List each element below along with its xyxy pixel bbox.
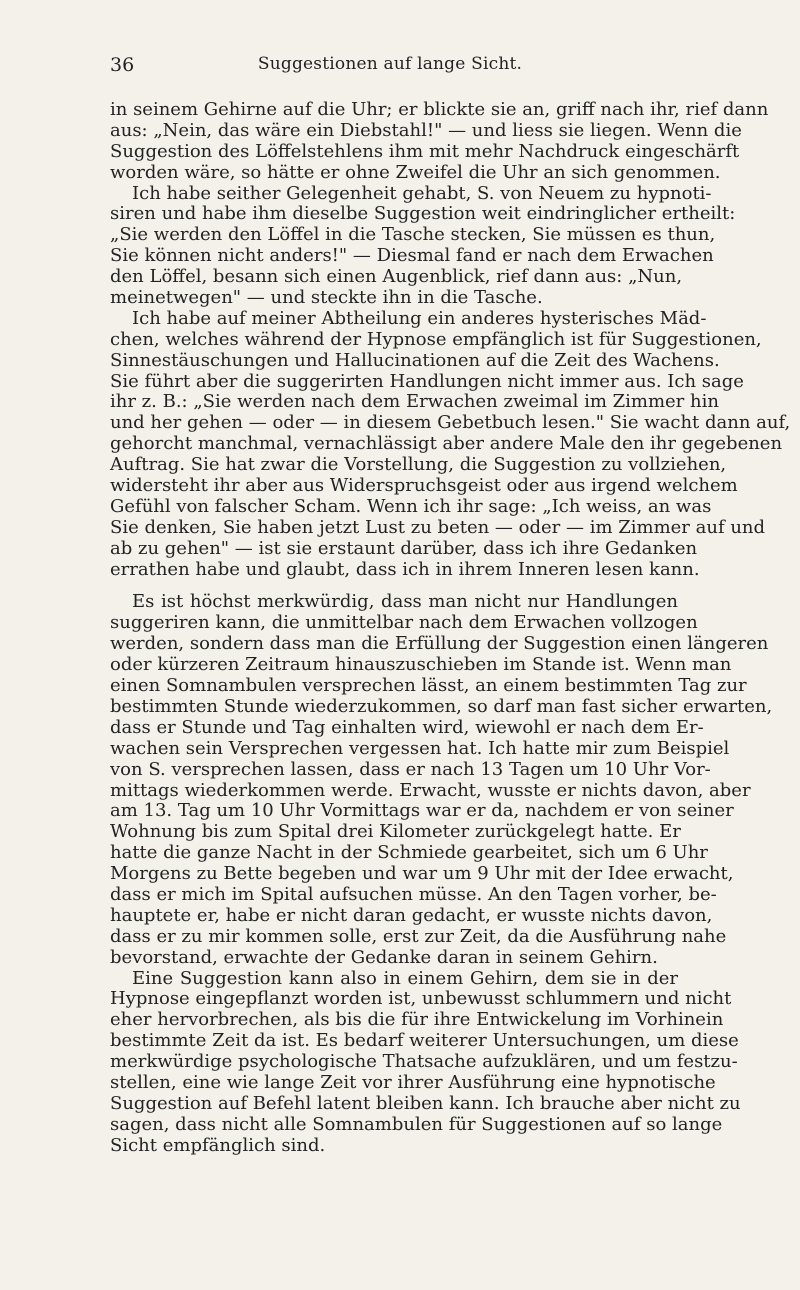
text-line: Hypnose eingepflanzt worden ist, unbewusst schlummern und nicht <box>110 988 732 1010</box>
text-line: dass er Stunde und Tag einhalten wird, wiewohl er nach dem Er- <box>110 716 704 738</box>
text-line: bestimmte Zeit da ist. Es bedarf weiterer Untersuchungen, um diese <box>110 1030 739 1052</box>
text-line: Suggestion des Löffelstehlens ihm mit mehr Nachdruck eingeschärft <box>110 140 740 162</box>
text-line: von S. versprechen lassen, dass er nach 13 Tagen um 10 Uhr Vor- <box>110 758 711 780</box>
text-line: Morgens zu Bette begeben und war um 9 Uhr mit der Idee erwacht, <box>110 863 734 885</box>
text-line: „Sie werden den Löffel in die Tasche stecken, Sie müssen es thun, <box>110 224 716 246</box>
text-line: Eine Suggestion kann also in einem Gehirn, dem sie in der <box>132 967 678 989</box>
text-line: in seinem Gehirne auf die Uhr; er blickte sie an, griff nach ihr, rief dann <box>110 99 769 120</box>
text-line: Suggestion auf Befehl latent bleiben kann. Ich brauche aber nicht zu <box>110 1092 741 1114</box>
text-line: Sie führt aber die suggerirten Handlungen nicht immer aus. Ich sage <box>110 370 744 392</box>
text-line: chen, welches während der Hypnose empfänglich ist für Suggestionen, <box>110 328 762 350</box>
text-line: Sinnestäuschungen und Hallucinationen auf die Zeit des Wachens. <box>110 349 720 371</box>
text-line: hauptete er, habe er nicht daran gedacht, er wusste nichts davon, <box>110 904 713 926</box>
text-line: errathen habe und glaubt, dass ich in ihrem Inneren lesen kann. <box>110 558 700 580</box>
page-number: 36 <box>110 54 135 76</box>
text-line: Gefühl von falscher Scham. Wenn ich ihr sage: „Ich weiss, an was <box>110 495 712 517</box>
text-line: Es ist höchst merkwürdig, dass man nicht nur Handlungen <box>132 591 678 613</box>
text-line: gehorcht manchmal, vernachlässigt aber andere Male den ihr gegebenen <box>110 433 783 455</box>
running-title: Suggestionen auf lange Sicht. <box>257 54 523 74</box>
text-line: ab zu gehen" — ist sie erstaunt darüber, dass ich ihre Gedanken <box>110 537 698 559</box>
text-line: bevorstand, erwachte der Gedanke daran in seinem Gehirn. <box>110 946 658 968</box>
text-line: einen Somnambulen versprechen lässt, an einem bestimmten Tag zur <box>110 675 747 697</box>
text-line: Wohnung bis zum Spital drei Kilometer zurückgelegt hatte. Er <box>110 821 681 843</box>
text-line: Sie können nicht anders!" — Diesmal fand er nach dem Erwachen <box>110 245 714 267</box>
text-line: am 13. Tag um 10 Uhr Vormittags war er da, nachdem er von seiner <box>110 800 734 822</box>
text-line: suggeriren kann, die unmittelbar nach dem Erwachen vollzogen <box>110 612 698 634</box>
paragraph <box>110 182 736 309</box>
text-line: siren und habe ihm dieselbe Suggestion weit eindringlicher ertheilt: <box>110 203 736 225</box>
text-line: hatte die ganze Nacht in der Schmiede gearbeitet, sich um 6 Uhr <box>110 842 708 864</box>
text-line: aus: „Nein, das wäre ein Diebstahl!" — und liess sie liegen. Wenn die <box>110 119 742 141</box>
paragraph <box>110 967 741 1157</box>
running-head <box>110 54 670 80</box>
text-line: stellen, eine wie lange Zeit vor ihrer Ausführung eine hypnotische <box>110 1071 716 1093</box>
body-text <box>110 99 791 1157</box>
text-line: den Löffel, besann sich einen Augenblick, rief dann aus: „Nun, <box>110 266 683 288</box>
text-line: wachen sein Versprechen vergessen hat. Ich hatte mir zum Beispiel <box>110 737 730 759</box>
paragraph <box>110 99 769 184</box>
text-line: meinetwegen" — und steckte ihn in die Tasche. <box>110 287 543 309</box>
text-line: widersteht ihr aber aus Widerspruchsgeist oder aus irgend welchem <box>110 475 738 497</box>
text-line: merkwürdige psychologische Thatsache aufzuklären, und um festzu- <box>110 1051 738 1073</box>
text-line: worden wäre, so hätte er ohne Zweifel die Uhr an sich genommen. <box>110 161 721 183</box>
text-line: ihr z. B.: „Sie werden nach dem Erwachen zweimal im Zimmer hin <box>110 391 719 413</box>
text-line: Ich habe auf meiner Abtheilung ein anderes hysterisches Mäd- <box>132 307 707 329</box>
text-line: mittags wiederkommen werde. Erwacht, wusste er nichts davon, aber <box>110 779 751 801</box>
text-line: Auftrag. Sie hat zwar die Vorstellung, die Suggestion zu vollziehen, <box>110 454 727 476</box>
text-line: eher hervorbrechen, als bis die für ihre Entwickelung im Vorhinein <box>110 1009 724 1031</box>
text-line: Ich habe seither Gelegenheit gehabt, S. von Neuem zu hypnoti- <box>132 182 712 204</box>
text-line: bestimmten Stunde wiederzukommen, so darf man fast sicher erwarten, <box>110 695 773 717</box>
text-line: und her gehen — oder — in diesem Gebetbuch lesen." Sie wacht dann auf, <box>110 412 791 434</box>
text-line: oder kürzeren Zeitraum hinauszuschieben im Stande ist. Wenn man <box>110 654 732 676</box>
paragraph <box>110 591 773 968</box>
text-line: werden, sondern dass man die Erfüllung der Suggestion einen längeren <box>110 633 769 655</box>
text-line: Sie denken, Sie haben jetzt Lust zu beten — oder — im Zimmer auf und <box>110 516 766 538</box>
text-line: Sicht empfänglich sind. <box>110 1134 326 1156</box>
text-line: dass er mich im Spital aufsuchen müsse. An den Tagen vorher, be- <box>110 883 717 905</box>
text-line: dass er zu mir kommen solle, erst zur Zeit, da die Ausführung nahe <box>110 925 727 947</box>
text-line: sagen, dass nicht alle Somnambulen für Suggestionen auf so lange <box>110 1113 723 1135</box>
paragraph <box>110 307 791 581</box>
